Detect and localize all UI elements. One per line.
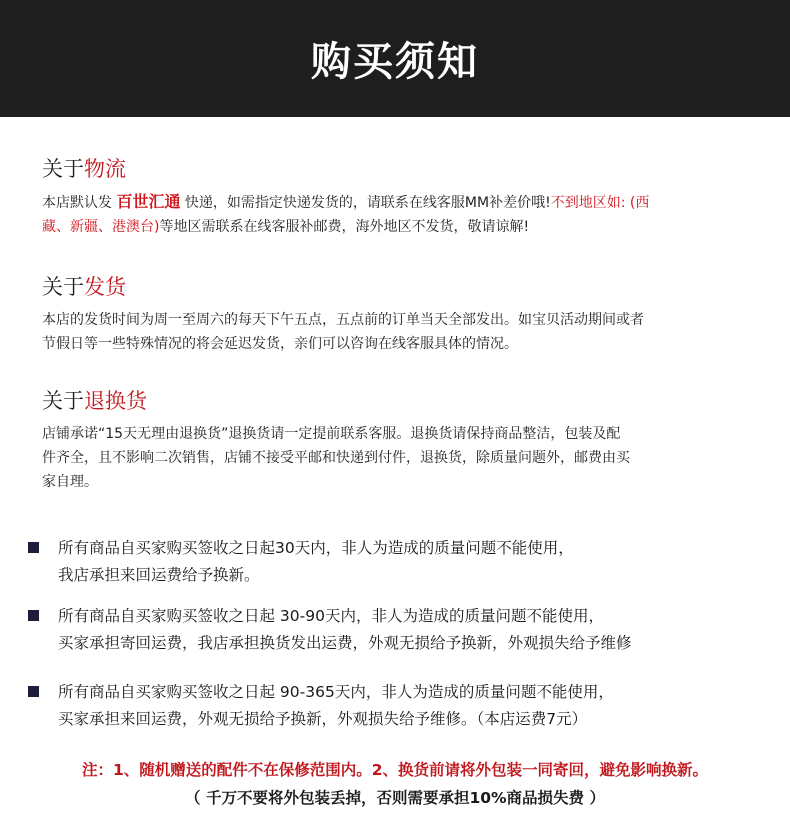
section-returns	[42, 388, 762, 494]
returns-heading	[42, 388, 762, 414]
bullet-square-icon	[28, 542, 39, 553]
returns-line-2: 件齐全，且不影响二次销售，店铺不接受平邮和快递到付件，退换货，除质量问题外，邮费由买	[42, 450, 630, 466]
shipping-line-2: 节假日等一些特殊情况的将会延迟发货，亲们可以咨询在线客服具体的情况。	[42, 336, 518, 352]
logistics-heading	[42, 156, 762, 182]
policy-line-1: 所有商品自买家购买签收之日起 30-90天内，非人为造成的质量问题不能使用，	[58, 607, 604, 625]
bullet-square-icon	[28, 610, 39, 621]
warranty-note: 注：1、随机赠送的配件不在保修范围内。2、换货前请将外包装一同寄回，避免影响换新。	[81, 761, 709, 779]
logistics-heading-prefix: 关于	[42, 157, 84, 181]
shipping-heading	[42, 274, 762, 300]
header-banner	[0, 0, 790, 117]
page-title: 购买须知	[311, 39, 479, 85]
bullet-square-icon	[28, 686, 39, 697]
returns-heading-accent: 退换货	[84, 389, 147, 413]
courier-brand: 百世汇通	[116, 192, 181, 211]
returns-heading-prefix: 关于	[42, 389, 84, 413]
section-logistics	[42, 156, 762, 239]
packaging-note: （ 千万不要将外包装丢掉，否则需要承担10%商品损失费 ）	[185, 789, 605, 807]
policy-line-2: 买家承担寄回运费，我店承担换货发出运费，外观无损给予换新，外观损失给予维修	[58, 634, 632, 652]
logistics-text-c: 等地区需联系在线客服补邮费，海外地区不发货，敬请谅解!	[159, 219, 530, 235]
returns-line-3: 家自理。	[42, 474, 98, 490]
policy-line-1: 所有商品自买家购买签收之日起 90-365天内，非人为造成的质量问题不能使用，	[58, 683, 614, 701]
logistics-red-a: 不到地区如: (西	[550, 195, 650, 211]
logistics-red-b: 藏、新疆、港澳台)	[42, 219, 160, 235]
policy-line-2: 我店承担来回运费给予换新。	[58, 566, 260, 584]
returns-text	[42, 422, 762, 494]
returns-line-1: 店铺承诺“15天无理由退换货”退换货请一定提前联系客服。退换货请保持商品整洁，包装及配	[42, 426, 621, 442]
policy-line-2: 买家承担来回运费，外观无损给予换新，外观损失给予维修。（本店运费7元）	[58, 710, 588, 728]
logistics-text-a: 本店默认发	[42, 195, 117, 211]
policy-line-1: 所有商品自买家购买签收之日起30天内，非人为造成的质量问题不能使用，	[58, 539, 574, 557]
logistics-text	[42, 190, 762, 239]
shipping-heading-accent: 发货	[84, 275, 126, 299]
section-shipping	[42, 274, 762, 356]
shipping-text	[42, 308, 762, 356]
shipping-heading-prefix: 关于	[42, 275, 84, 299]
logistics-text-b: 快递，如需指定快递发货的，请联系在线客服MM补差价哦!	[180, 195, 551, 211]
logistics-heading-accent: 物流	[84, 157, 126, 181]
shipping-line-1: 本店的发货时间为周一至周六的每天下午五点，五点前的订单当天全部发出。如宝贝活动期间或者	[42, 312, 644, 328]
